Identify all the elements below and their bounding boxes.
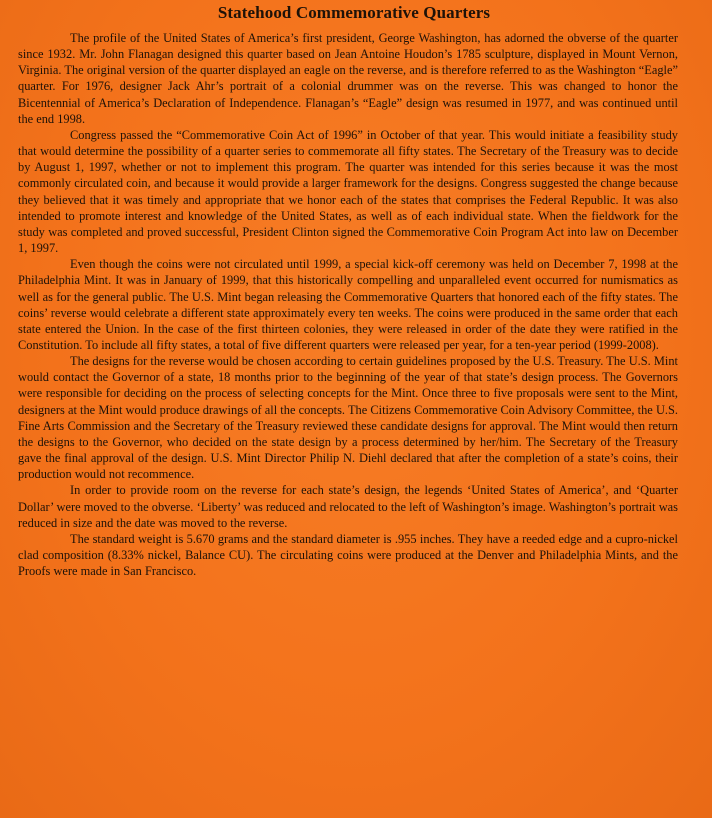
page-title: Statehood Commemorative Quarters — [217, 3, 491, 22]
paragraph-coin-act-1996: Congress passed the “Commemorative Coin Act of 1996” in October of that year. This would initiate a feasibility study that would determine the possibility of a quarter series to commemorate all fifty states. The Secretary of the Treasury was to decide by August 1, 1997, whether or not to implement this program. The quarter was intended for this series because it was the most commonly circulated coin, and because it would provide a larger framework for the designs. Congress suggested the change because they believed that it was timely and appropriate that we honor each of the states that comprises the Federal Republic. It was also intended to promote interest and knowledge of the United States, as well as of each individual state. When the fieldwork for the study was completed and proved successful, President Clinton signed the Commemorative Coin Program Act into law on December 1, 1997. — [18, 127, 678, 256]
paragraph-design-selection: The designs for the reverse would be chosen according to certain guidelines proposed by the U.S. Treasury. The U.S. Mint would contact the Governor of a state, 18 months prior to the beginning of the year of that state’s design process. The Governors were responsible for deciding on the process of selecting concepts for the Mint. Once three to five proposals were sent to the Mint, designers at the Mint would produce drawings of all the concepts. The Citizens Commemorative Coin Advisory Committee, the U.S. Fine Arts Commission and the Secretary of the Treasury reviewed these candidate designs for approval. The Mint would then return the designs to the Governor, who decided on the state design by a process determined by her/him. The Secretary of the Treasury gave the final approval of the design. U.S. Mint Director Philip N. Diehl declared that after the completion of a state’s coins, their production would not recommence. — [18, 354, 678, 482]
paragraph-specifications: The standard weight is 5.670 grams and the standard diameter is .955 inches. They have a reeded edge and a cupro-nickel clad composition (8.33% nickel, Balance CU). The circulating coins were produced at the Denver and Philadelphia Mints, and the Proofs were made in San Francisco. — [18, 531, 678, 579]
article-body — [18, 30, 678, 579]
paragraph-kickoff-ceremony: Even though the coins were not circulated until 1999, a special kick-off ceremony was held on December 7, 1998 at the Philadelphia Mint. It was in January of 1999, that this historically compelling and unparalleled event occurred for numismatics as well as for the general public. The U.S. Mint began releasing the Commemorative Quarters that honored each of the fifty states. The coins’ reverse would celebrate a different state approximately every ten weeks. The coins were produced in the same order that each state entered the Union. In the case of the first thirteen colonies, they were released in order of the date they were ratified in the Constitution. To include all fifty states, a total of five different quarters were released per year, for a ten-year period (1999-2008). — [18, 257, 678, 352]
paragraph-legends-moved: In order to provide room on the reverse for each state’s design, the legends ‘United States of America’, and ‘Quarter Dollar’ were moved to the obverse. ‘Liberty’ was reduced and relocated to the left of Washington’s image. Washington’s portrait was reduced in size and the date was moved to the reverse. — [18, 483, 678, 530]
paragraph-washington-history: The profile of the United States of America’s first president, George Washington, has adorned the obverse of the quarter since 1932. Mr. John Flanagan designed this quarter based on Jean Antoine Houdon’s 1785 sculpture, displayed in Mount Vernon, Virginia. The original version of the quarter displayed an eagle on the reverse, and is therefore referred to as the Washington “Eagle” quarter. For 1976, designer Jack Ahr’s portrait of a colonial drummer was on the reverse. This was changed to honor the Bicentennial of America’s Declaration of Independence. Flanagan’s “Eagle” design was resumed in 1977, and was continued until the end 1998. — [18, 31, 678, 126]
